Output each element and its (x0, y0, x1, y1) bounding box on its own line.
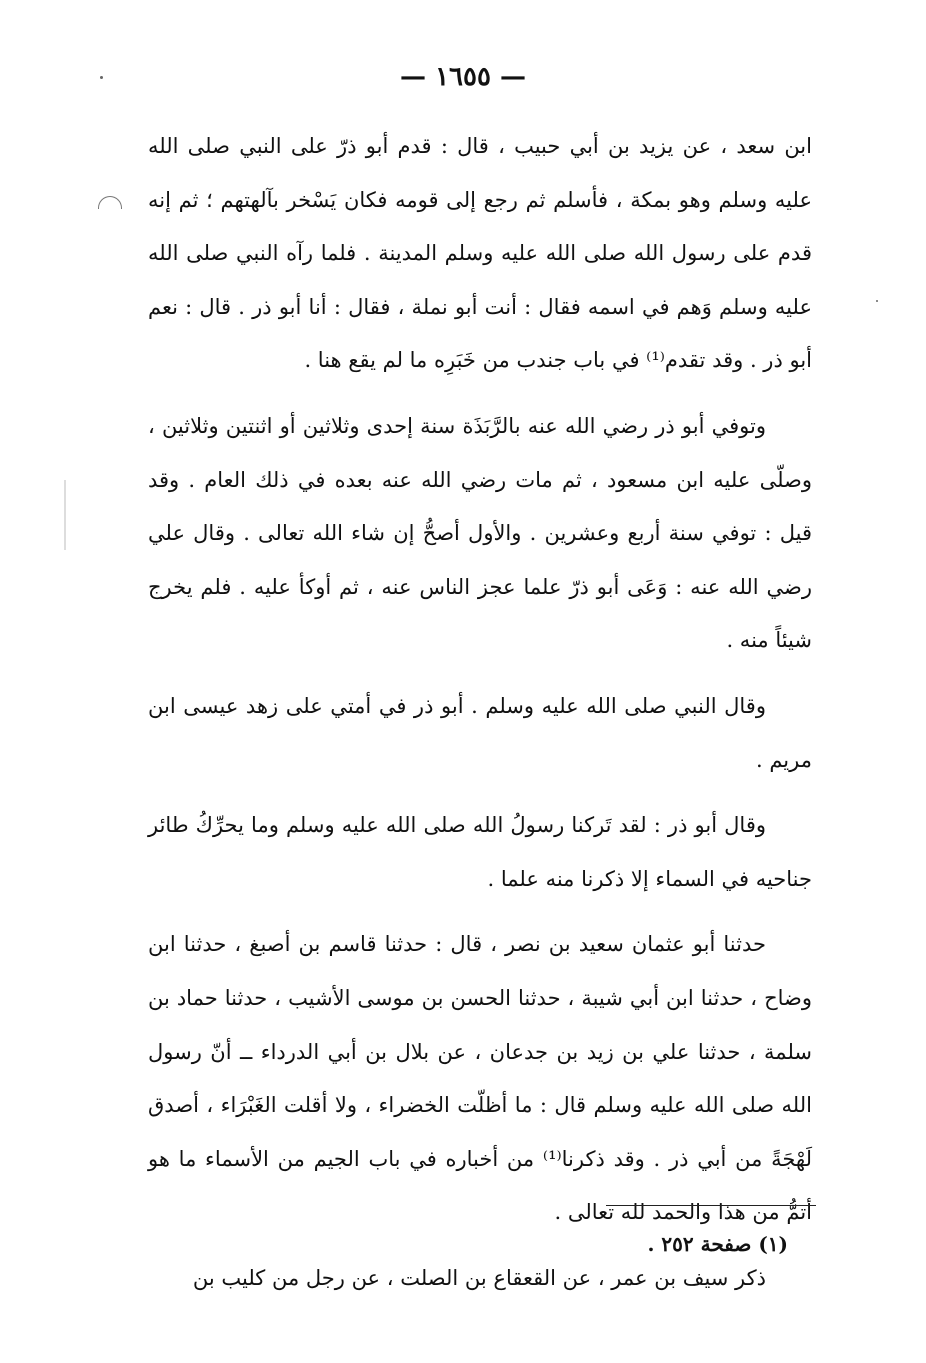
dust-speck (100, 76, 103, 79)
paragraph-isnad-hadith: حدثنا أبو عثمان سعيد بن نصر ، قال : حدثنا قاسم بن أصبغ ، حدثنا ابن وضاح ، حدثنا ابن أبي شيبة ، حدثنا الحسن بن موسى الأشيب ، حدثنا حماد بن سلمة ، حدثنا علي بن زيد بن جدعان ، عن بلال بن أبي الدرداء ــ أنّ رسول الله صلى الله عليه وسلم قال : ما أظلّت الخضراء ، ولا أقلت الغَبْرَاء ، أصدق لَهْجَةً من أبي ذر . وقد ذكرنا⁽¹⁾ من أخباره في باب الجيم من الأسماء ما هو أتمُّ من هذا والحمد لله تعالى . (148, 932, 812, 1225)
paragraph-ibn-saad: ابن سعد ، عن يزيد بن أبي حبيب ، قال : قدم أبو ذرّ على النبي صلى الله عليه وسلم وهو بمكة ، فأسلم ثم رجع إلى قومه فكان يَسْخر بآلهتهم ؛ ثم إنه قدم على رسول الله صلى الله عليه وسلم المدينة . فلما رآه النبي صلى الله عليه وسلم وَهم في اسمه فقال : أنت أبو نملة ، فقال : أنا أبو ذر . قال : نعم أبو ذر . وقد تقدم⁽¹⁾ في باب جندب من خَبَرِه ما لم يقع هنا . (148, 134, 812, 373)
margin-mark-icon (98, 196, 122, 209)
paragraph-sayf-ibn-umar: ذكر سيف بن عمر ، عن القعقاع بن الصلت ، عن رجل من كليب بن (192, 1265, 766, 1290)
binding-shadow (64, 480, 66, 550)
footnote: (١) صفحة ٢٥٢ . (647, 1232, 788, 1256)
paragraph-abu-dharr-saying: وقال أبو ذر : لقد تَركنا رسولُ الله صلى الله عليه وسلم وما يحرِّكُ طائر جناحيه في السماء إلا ذكرنا منه علما . (148, 813, 812, 891)
page-number: — ١٦٥٥ — (400, 62, 526, 92)
body-text (148, 120, 812, 1305)
paragraph-prophet-saying: وقال النبي صلى الله عليه وسلم . أبو ذر في أمتي على زهد عيسى ابن مريم . (148, 693, 812, 772)
paragraph-death-of-abu-dharr: وتوفي أبو ذر رضي الله عنه بالرَّبَذَة سنة إحدى وثلاثين أو اثنتين وثلاثين ، وصلّى عليه ابن مسعود ، ثم مات رضي الله عنه بعده في ذلك العام . وقد قيل : توفي سنة أربع وعشرين . والأول أصحُّ إن شاء الله تعالى . وقال علي رضي الله عنه : وَعَى أبو ذرّ علما عجز الناس عنه ، ثم أوكأ عليه . فلم يخرج شيئاً منه . (148, 413, 812, 653)
footnote-divider (606, 1205, 816, 1206)
dust-speck (876, 300, 878, 302)
